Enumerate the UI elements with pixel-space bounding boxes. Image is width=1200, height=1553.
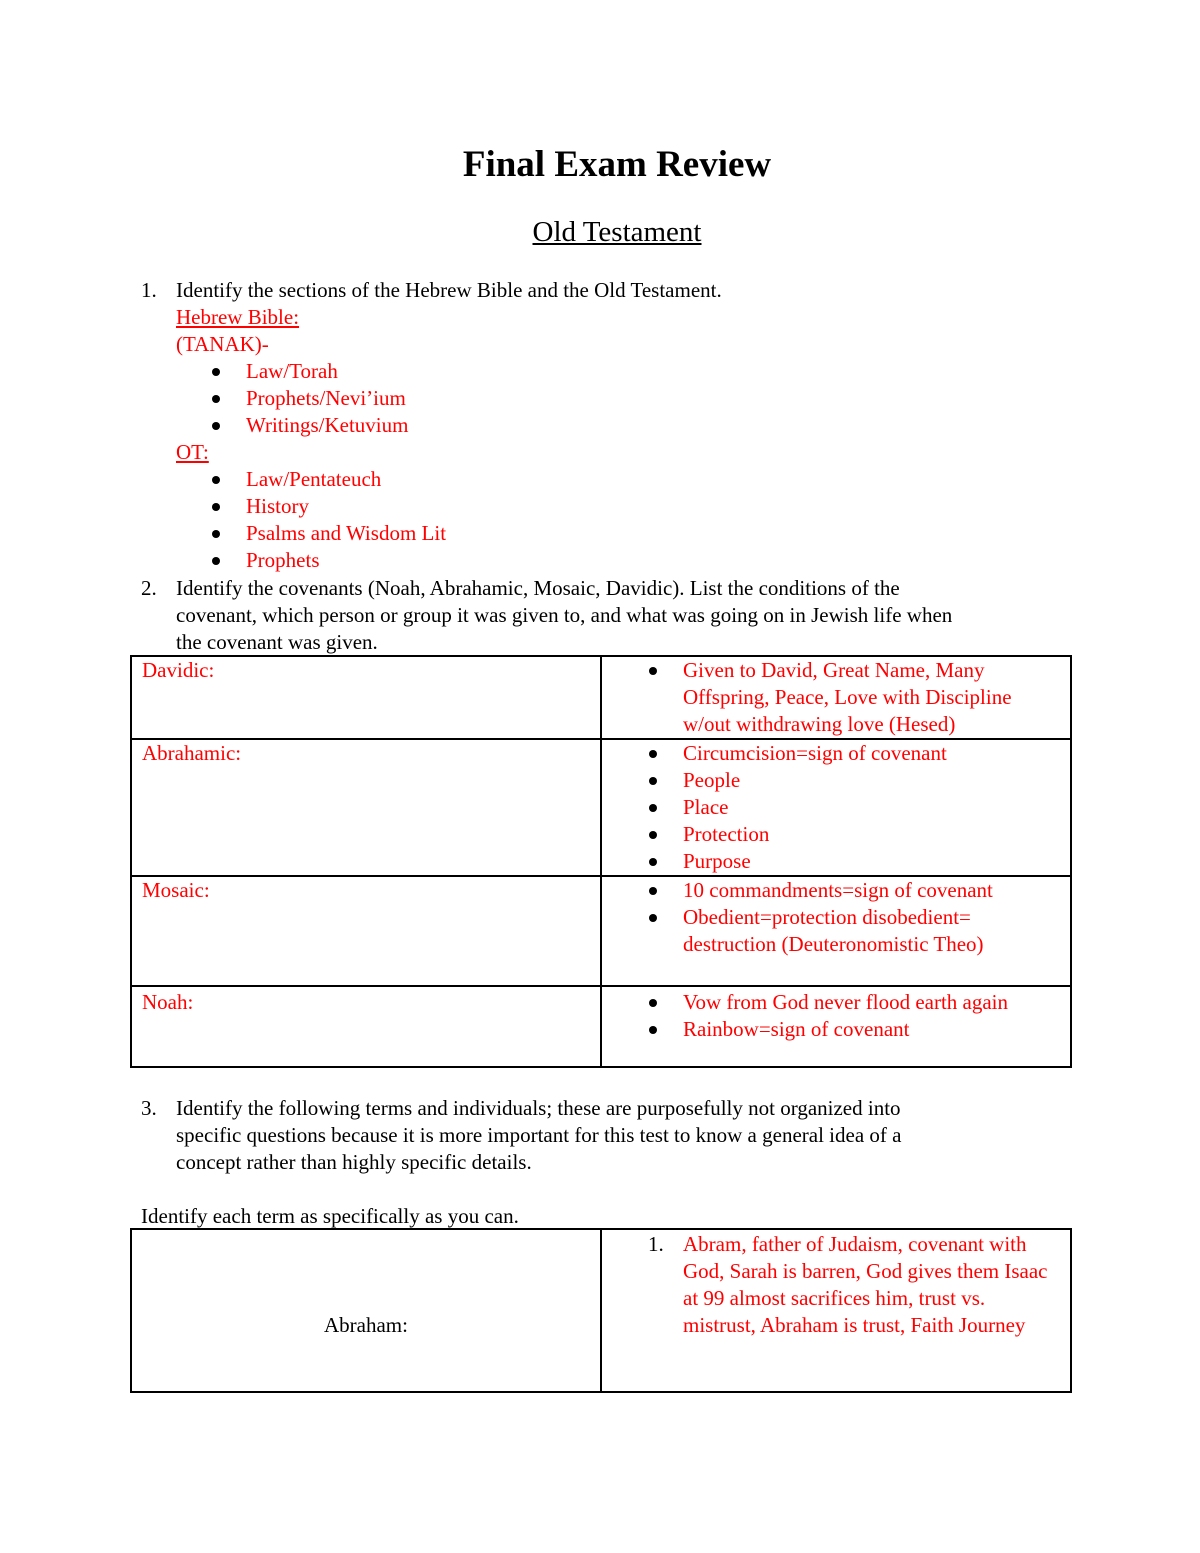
list-item: Prophets <box>176 547 722 574</box>
question-text: Identify the following terms and individuals; these are purposefully not organized into <box>176 1096 901 1120</box>
section-heading: Old Testament <box>532 216 702 248</box>
question-text: concept rather than highly specific details. <box>176 1150 532 1174</box>
covenant-label: Davidic: <box>131 656 601 739</box>
list-item: Law/Torah <box>176 358 722 385</box>
question-text: covenant, which person or group it was given to, and what was going on in Jewish life when <box>176 603 953 627</box>
list-item: Writings/Ketuvium <box>176 412 722 439</box>
list-item: Protection <box>602 821 1070 848</box>
list-item: Vow from God never flood earth again <box>602 989 1070 1016</box>
covenant-label: Noah: <box>131 986 601 1067</box>
list-item: Rainbow=sign of covenant <box>602 1016 1070 1043</box>
term-label: Abraham: <box>131 1229 601 1392</box>
question-text: the covenant was given. <box>176 630 378 654</box>
list-item: Psalms and Wisdom Lit <box>176 520 722 547</box>
list-item: Obedient=protection disobedient= destruction (Deuteronomistic Theo) <box>602 904 1070 958</box>
question-1 <box>141 277 722 574</box>
covenant-label: Abrahamic: <box>131 739 601 876</box>
ot-heading: OT: <box>176 440 209 464</box>
question-text: Identify the covenants (Noah, Abrahamic, Mosaic, Davidic). List the conditions of the <box>176 576 900 600</box>
hebrew-bible-heading: Hebrew Bible: <box>176 305 300 329</box>
list-item: 10 commandments=sign of covenant <box>602 877 1070 904</box>
instruction-text: Identify each term as specifically as you can. <box>141 1204 519 1228</box>
tanak-label: (TANAK)- <box>176 332 269 356</box>
question-number: 1. <box>141 278 157 302</box>
list-item: Circumcision=sign of covenant <box>602 740 1070 767</box>
list-item: Given to David, Great Name, Many Offspring, Peace, Love with Discipline w/out withdrawing love (Hesed) <box>602 657 1070 738</box>
question-text: Identify the sections of the Hebrew Bible and the Old Testament. <box>176 278 722 302</box>
list-item: Law/Pentateuch <box>176 466 722 493</box>
list-item: People <box>602 767 1070 794</box>
list-item: Purpose <box>602 848 1070 875</box>
table-row <box>131 986 1071 1067</box>
table-row <box>131 876 1071 986</box>
covenant-label: Mosaic: <box>131 876 601 986</box>
answer-number: 1. <box>648 1232 664 1256</box>
list-item: Prophets/Nevi’ium <box>176 385 722 412</box>
terms-table <box>130 1228 1072 1393</box>
question-text: specific questions because it is more important for this test to know a general idea of a <box>176 1123 902 1147</box>
term-answer: Abram, father of Judaism, covenant with God, Sarah is barren, God gives them Isaac at 99 almost sacrifices him, trust vs. mistrust, Abraham is trust, Faith Journey <box>683 1232 1048 1337</box>
question-number: 2. <box>141 576 157 600</box>
page-title: Final Exam Review <box>462 144 772 185</box>
list-item: Place <box>602 794 1070 821</box>
question-number: 3. <box>141 1096 157 1120</box>
covenants-table <box>130 655 1072 1068</box>
table-row <box>131 656 1071 739</box>
list-item: History <box>176 493 722 520</box>
question-3 <box>141 1095 902 1176</box>
table-row <box>131 1229 1071 1392</box>
table-row <box>131 739 1071 876</box>
question-2 <box>141 575 953 656</box>
